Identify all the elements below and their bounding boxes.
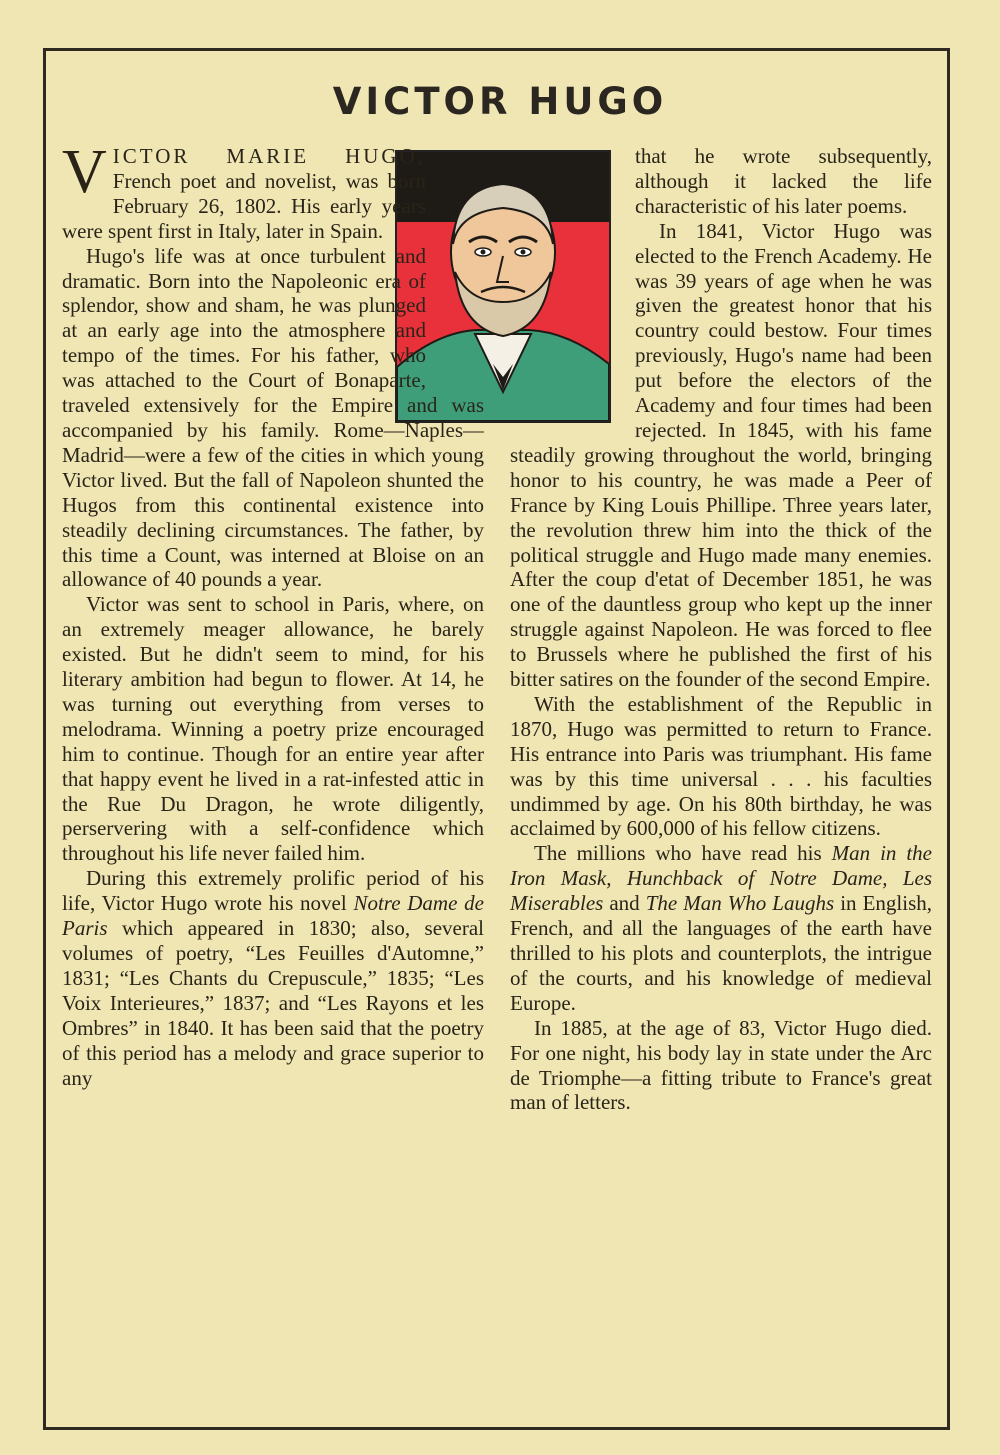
paragraph-8: In 1885, at the age of 83, Victor Hugo died. For one night, his body lay in state under the Arc de Triomphe—a fitting tribute to France's great man of letters. — [510, 1015, 932, 1115]
paragraph-4 — [62, 866, 484, 1090]
portrait-spacer — [426, 144, 484, 374]
paragraph-1-text: French poet and novelist, was born February 26, 1802. His early years were spent first in Italy, later in Spain. — [62, 168, 426, 243]
paragraph-7-text-a: The millions who have read his — [534, 841, 832, 866]
paragraph-6: With the establishment of the Republic in 1870, Hugo was permitted to return to France. His entrance into Paris was triumphant. His fame was by this time universal . . . his faculties undimmed by age. On his 80th birthday, he was acclaimed by 600,000 of his fellow citizens. — [510, 691, 932, 841]
paragraph-7 — [510, 841, 932, 1015]
portrait-spacer-right — [510, 144, 635, 440]
column-left — [62, 138, 485, 1090]
paragraph-5: In 1841, Victor Hugo was elected to the French Academy. He was 39 years of age when he was given the greatest honor that his country could bestow. Four times previously, Hugo's name had been put before the electors of the Academy and four times had been rejected. In 1845, with his fame steadily growing throughout the world, bringing honor to his country, he was made a Peer of France by King Louis Phillipe. Three years later, the revolution threw him into the thick of the political struggle and Hugo made many enemies. After the coup d'etat of December 1851, he was one of the dauntless group who kept up the inner struggle against Napoleon. He was forced to flee to Brussels where he published the first of his bitter satires on the founder of the second Empire. — [510, 218, 932, 692]
novel-title: Notre Dame de Paris — [62, 891, 485, 941]
paragraph-2: Hugo's life was at once turbulent and dramatic. Born into the Napoleonic era of splendor, show and sham, he was plunged at an early age into the atmosphere and tempo of the times. For his father, who was attached to the Court of Bonaparte, traveled extensively for the Empire and was accompanied by his family. Rome—Naples—Madrid—were a few of the cities in which young Victor lived. But the fall of Napoleon shunted the Hugos from this continental existence into steadily declining circumstances. The father, by this time a Count, was interned at Bloise on an allowance of 40 pounds a year. — [62, 243, 484, 592]
paragraph-3: Victor was sent to school in Paris, where, on an extremely meager allowance, he barely existed. But he didn't seem to mind, for his literary ambition had begun to flower. At 14, he was turning out everything from verses to melodrama. Winning a poetry prize encouraged him to continue. Though for an entire year after that happy event he lived in a rat-infested attic in the Rue Du Dragon, he wrote diligently, perservering with a self-confidence which throughout his life never failed him. — [62, 592, 484, 866]
paragraph-4-text-a: During this extremely prolific period of his life, Victor Hugo wrote his novel — [62, 866, 484, 916]
work-title-man-who-laughs: The Man Who Laughs — [645, 891, 835, 916]
paragraph-1-smallcaps: ICTOR MARIE HUGO, — [112, 144, 426, 168]
paragraph-4-continued: that he wrote subsequently, although it lacked the life characteristic of his later poems. — [635, 144, 932, 218]
drop-cap: V — [62, 138, 107, 206]
paragraph-4-text-b: which appeared in 1830; also, several volumes of poetry, “Les Feuilles d'Automne,” 1831; “Les Chants du Crepuscule,” 1835; “Les Voix Interieures,” 1837; and “Les Rayons et les Ombres” in 1840. It has been said that the poetry of this period has a melody and grace superior to any — [62, 916, 484, 1090]
paragraph-1 — [62, 138, 484, 244]
works-titles: Man in the Iron Mask, Hunchback of Notre Dame, Les Miserables — [510, 841, 932, 916]
column-right — [510, 144, 932, 1115]
paragraph-7-text-b: and — [603, 891, 646, 916]
article-title: VICTOR HUGO — [332, 80, 668, 123]
paragraph-7-text-c: in English, French, and all the languages of the earth have thrilled to his plots and counterplots, the intrigue of the courts, and his knowledge of medieval Europe. — [510, 891, 932, 1015]
